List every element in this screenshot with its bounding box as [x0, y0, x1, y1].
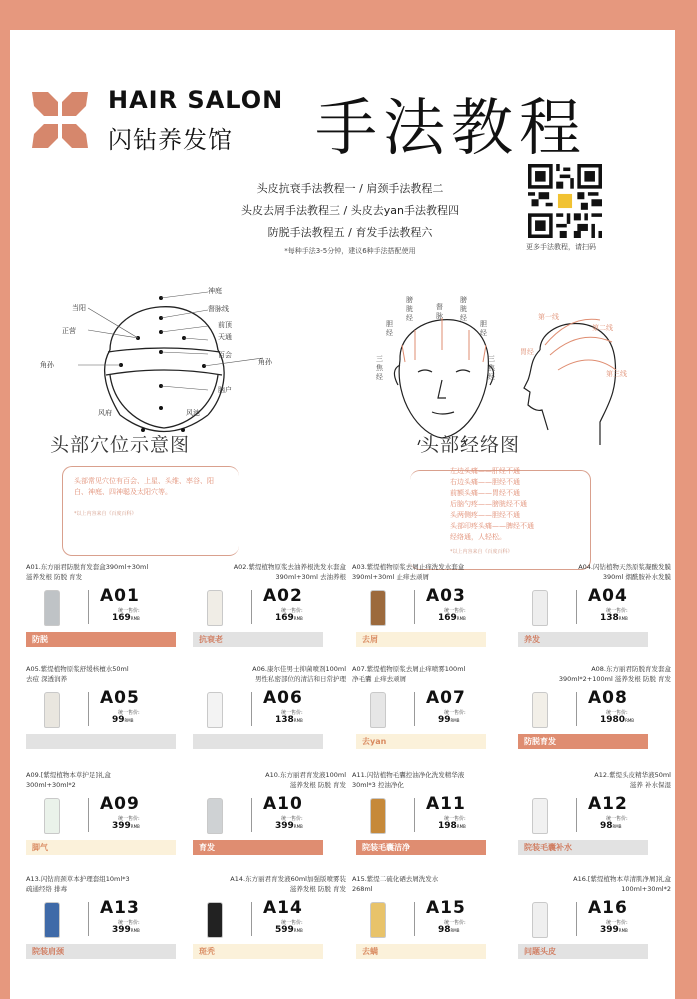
acupoint-label: 角孙 — [258, 358, 272, 366]
page-title: 手法教程 — [315, 91, 588, 164]
product-image — [370, 798, 386, 834]
price-value: 138 — [275, 715, 294, 725]
product-image — [44, 798, 60, 834]
meridian-note: 左边头痛——肝经不通 右边头痛——胆经不通 前额头痛——胃经不通 后脑勺疼——膀胱经不通 头两侧疼——胆经不通 头部印疼头痛——脾经不通 经络通，人轻松。 — [450, 467, 534, 541]
product-price — [112, 613, 140, 623]
brand-en: HAIR SALON — [108, 86, 284, 114]
product-image — [370, 590, 386, 626]
acupoint-label: 脑户 — [218, 386, 232, 394]
price-value: 169 — [275, 613, 294, 623]
price-label: 统一售价: — [281, 920, 303, 926]
divider — [251, 590, 252, 624]
divider — [414, 692, 415, 726]
product-code: A08 — [588, 688, 628, 708]
product-card[interactable] — [348, 662, 513, 769]
product-card[interactable] — [348, 768, 513, 875]
product-card[interactable] — [22, 872, 187, 979]
product-code: A09 — [100, 794, 140, 814]
product-price — [275, 925, 303, 935]
price-unit: RMB — [293, 718, 303, 723]
qr-code-icon[interactable] — [528, 164, 602, 238]
price-label: 统一售价: — [606, 710, 628, 716]
product-image — [532, 798, 548, 834]
price-value: 198 — [438, 821, 457, 831]
acupoint-note: 头部常见穴位有百会、上星、头维、率谷、阳白、神庭、四神聪及太阳穴等。 — [74, 477, 214, 496]
product-price — [438, 925, 460, 935]
price-unit: RMB — [130, 824, 140, 829]
product-name: A02.紫缇植物原浆去油养根洗发水套盒 390ml+30ml 去油养根 — [233, 563, 346, 581]
price-label: 统一售价: — [444, 816, 466, 822]
category-tag[interactable]: 去屑 — [356, 632, 486, 647]
divider — [576, 692, 577, 726]
product-name: A03.紫缇植物原浆去屑止痒洗发水套盒 390ml+30ml 止痒去顽屑 — [352, 563, 465, 581]
meridian-label: 第二线 — [592, 324, 613, 332]
product-image — [207, 692, 223, 728]
meridian-label: 膀胱经 — [406, 296, 413, 322]
product-price — [600, 821, 622, 831]
product-name: A13.闪钻肩颈草本护理套组10ml*3 疏通经络 排毒 — [26, 875, 130, 893]
product-name: A08.东方丽君防脱育发套盒 390ml*2+100ml 滋养发根 防脱 育发 — [558, 665, 671, 683]
product-card[interactable] — [510, 560, 675, 667]
category-tag[interactable]: 抗衰老 — [193, 632, 323, 647]
divider — [251, 692, 252, 726]
divider — [88, 590, 89, 624]
acupoint-label: 神庭 — [208, 287, 222, 295]
price-unit: RMB — [130, 616, 140, 621]
price-unit: RMB — [124, 718, 134, 723]
meridian-label: 胆经 — [386, 320, 393, 337]
product-price — [275, 715, 303, 725]
divider — [414, 798, 415, 832]
product-card[interactable] — [185, 662, 350, 769]
product-code: A16 — [588, 898, 628, 918]
product-card[interactable] — [22, 662, 187, 769]
price-label: 统一售价: — [118, 710, 140, 716]
price-value: 169 — [438, 613, 457, 623]
price-label: 统一售价: — [118, 920, 140, 926]
product-price — [275, 613, 303, 623]
product-code: A06 — [263, 688, 303, 708]
divider — [251, 798, 252, 832]
product-price — [112, 715, 134, 725]
category-tag[interactable]: 去yan — [356, 734, 486, 749]
acupoint-label: 督脉线 — [208, 305, 229, 313]
price-unit: RMB — [612, 824, 622, 829]
product-card[interactable] — [185, 768, 350, 875]
price-unit: RMB — [625, 718, 635, 723]
category-tag[interactable]: 防脱 — [26, 632, 176, 647]
price-label: 统一售价: — [606, 920, 628, 926]
product-code: A03 — [426, 586, 466, 606]
price-unit: RMB — [456, 616, 466, 621]
price-value: 169 — [112, 613, 131, 623]
price-label: 统一售价: — [281, 816, 303, 822]
product-image — [532, 590, 548, 626]
divider — [414, 590, 415, 624]
menu-line[interactable]: 头皮去屑手法教程三 / 头皮去yan手法教程四 — [241, 204, 459, 217]
price-value: 99 — [112, 715, 125, 725]
category-tag[interactable]: 问题头皮 — [518, 944, 648, 959]
meridian-label: 三焦经 — [376, 355, 383, 381]
meridian-diagram — [380, 290, 640, 445]
product-price — [438, 821, 466, 831]
product-price — [112, 821, 140, 831]
divider — [88, 798, 89, 832]
acupoint-label: 当阳 — [72, 304, 86, 312]
price-value: 399 — [112, 821, 131, 831]
acupoint-label: 百会 — [218, 351, 232, 359]
product-card[interactable] — [510, 662, 675, 769]
category-tag[interactable] — [26, 734, 176, 749]
product-image — [207, 902, 223, 938]
category-tag[interactable] — [193, 734, 323, 749]
category-tag[interactable]: 防脱育发 — [518, 734, 648, 749]
product-name: A07.紫缇植物原浆去屑止痒喷雾100ml 净毛囊 止痒去顽屑 — [352, 665, 466, 683]
price-label: 统一售价: — [444, 710, 466, 716]
price-label: 统一售价: — [281, 710, 303, 716]
product-image — [532, 692, 548, 728]
salon-logo-icon — [28, 88, 92, 152]
price-value: 399 — [112, 925, 131, 935]
product-code: A10 — [263, 794, 303, 814]
divider — [576, 590, 577, 624]
product-code: A01 — [100, 586, 140, 606]
product-card[interactable] — [185, 872, 350, 979]
product-name: A05.紫缇植物原浆舒缓核檀水50ml 去痘 深透润养 — [26, 665, 129, 683]
acupoint-label: 角孙 — [40, 361, 54, 369]
product-price — [600, 715, 634, 725]
price-label: 统一售价: — [444, 608, 466, 614]
price-unit: RMB — [293, 928, 303, 933]
product-card[interactable] — [185, 560, 350, 667]
product-name: A14.东方丽君育发液60ml加强版喷雾装 滋养发根 防脱 育发 — [230, 875, 346, 893]
product-image — [44, 902, 60, 938]
price-unit: RMB — [618, 928, 628, 933]
price-value: 599 — [275, 925, 294, 935]
product-card[interactable] — [348, 560, 513, 667]
product-card[interactable] — [22, 768, 187, 875]
menu-line[interactable]: 防脱手法教程五 / 育发手法教程六 — [267, 226, 433, 239]
meridian-source: *以上内容来自《百度百科》 — [450, 549, 513, 555]
meridian-label: 胆经 — [480, 320, 487, 337]
product-image — [532, 902, 548, 938]
product-code: A11 — [426, 794, 466, 814]
product-image — [44, 692, 60, 728]
product-code: A15 — [426, 898, 466, 918]
price-unit: RMB — [450, 928, 460, 933]
category-tag[interactable]: 斑秃 — [193, 944, 323, 959]
product-code: A13 — [100, 898, 140, 918]
category-tag[interactable]: 养发 — [518, 632, 648, 647]
meridian-label: 膀胱经 — [460, 296, 467, 322]
category-tag[interactable]: 育发 — [193, 840, 323, 855]
poster-sheet — [10, 30, 675, 999]
product-name: A12.紫缇头皮精华液50ml 滋养 补水保湿 — [594, 771, 671, 789]
product-image — [207, 798, 223, 834]
price-value: 399 — [600, 925, 619, 935]
price-value: 99 — [438, 715, 451, 725]
divider — [251, 902, 252, 936]
price-label: 统一售价: — [444, 920, 466, 926]
price-label: 统一售价: — [606, 816, 628, 822]
product-name: A15.紫缇二硫化硒去屑洗发水 268ml — [352, 875, 439, 893]
product-card[interactable] — [22, 560, 187, 667]
acupoint-source: *以上内容来自《百度百科》 — [74, 511, 137, 517]
price-value: 98 — [600, 821, 613, 831]
price-label: 统一售价: — [118, 608, 140, 614]
price-value: 399 — [275, 821, 294, 831]
qr-caption: 更多手法教程，请扫码 — [526, 243, 596, 251]
acupoint-diagram-title: 头部穴位示意图 — [50, 434, 191, 456]
category-tag[interactable]: 院装毛囊洁净 — [356, 840, 486, 855]
meridian-label: 胃经 — [520, 348, 534, 356]
product-code: A05 — [100, 688, 140, 708]
product-name: A11.闪钻植物毛囊控油净化洗发精华液 30ml*3 控油净化 — [352, 771, 465, 789]
acupoint-label: 正营 — [62, 327, 76, 335]
product-name: A04.闪钻植物天然原浆凝酸发膜 390ml 烟酰胺补水发膜 — [578, 563, 671, 581]
acupoint-label: 前顶 — [218, 321, 232, 329]
category-tag[interactable]: 院装肩颈 — [26, 944, 176, 959]
divider — [88, 692, 89, 726]
product-price — [600, 925, 628, 935]
price-unit: RMB — [450, 718, 460, 723]
product-code: A12 — [588, 794, 628, 814]
price-unit: RMB — [618, 616, 628, 621]
price-value: 138 — [600, 613, 619, 623]
product-name: A16.[紫缇植物本草清肌净屑]礼盒 100ml+30ml*2 — [573, 875, 671, 893]
product-price — [438, 715, 460, 725]
product-price — [112, 925, 140, 935]
product-name: A06.康尔佳男士抑菌喷剂100ml 男性私密部位的清洁和日常护理 — [252, 665, 346, 683]
category-tag[interactable]: 院装毛囊补水 — [518, 840, 648, 855]
product-card[interactable] — [510, 768, 675, 875]
product-image — [370, 692, 386, 728]
divider — [88, 902, 89, 936]
product-image — [207, 590, 223, 626]
price-label: 统一售价: — [281, 608, 303, 614]
product-price — [438, 613, 466, 623]
price-unit: RMB — [130, 928, 140, 933]
menu-line[interactable]: 头皮抗衰手法教程一 / 肩颈手法教程二 — [256, 182, 444, 195]
tutorial-menu — [220, 180, 480, 256]
meridian-label: 第三线 — [606, 370, 627, 378]
divider — [414, 902, 415, 936]
category-tag[interactable]: 去螨 — [356, 944, 486, 959]
product-code: A14 — [263, 898, 303, 918]
meridian-label: 督脉 — [436, 303, 443, 320]
meridian-diagram-title: 头部经络图 — [420, 434, 521, 456]
brand-cn: 闪钻养发馆 — [108, 126, 233, 154]
divider — [576, 798, 577, 832]
product-name: A09.[紫缇植物本草护足]礼盒 300ml+30ml*2 — [26, 771, 111, 789]
acupoint-label: 天通 — [218, 333, 232, 341]
meridian-label: 第一线 — [538, 313, 559, 321]
product-name: A01.东方丽君防脱育发套盒390ml+30ml 滋养发根 防脱 育发 — [26, 563, 149, 581]
product-code: A02 — [263, 586, 303, 606]
acupoint-label: 风府 — [98, 409, 112, 417]
price-value: 1980 — [600, 715, 626, 725]
price-value: 98 — [438, 925, 451, 935]
meridian-label: 三焦经 — [488, 355, 495, 381]
product-price — [275, 821, 303, 831]
price-unit: RMB — [456, 824, 466, 829]
product-card[interactable] — [510, 872, 675, 979]
acupoint-label: 风池 — [186, 409, 200, 417]
product-price — [600, 613, 628, 623]
product-card[interactable] — [348, 872, 513, 979]
product-code: A04 — [588, 586, 628, 606]
category-tag[interactable]: 脚气 — [26, 840, 176, 855]
price-unit: RMB — [293, 824, 303, 829]
price-label: 统一售价: — [606, 608, 628, 614]
price-unit: RMB — [293, 616, 303, 621]
price-label: 统一售价: — [118, 816, 140, 822]
divider — [576, 902, 577, 936]
product-code: A07 — [426, 688, 466, 708]
menu-note: *每种手法3-5分钟，建议6种手法搭配使用 — [284, 247, 416, 255]
product-name: A10.东方丽君育发液100ml 滋养发根 防脱 育发 — [265, 771, 346, 789]
product-image — [44, 590, 60, 626]
product-image — [370, 902, 386, 938]
